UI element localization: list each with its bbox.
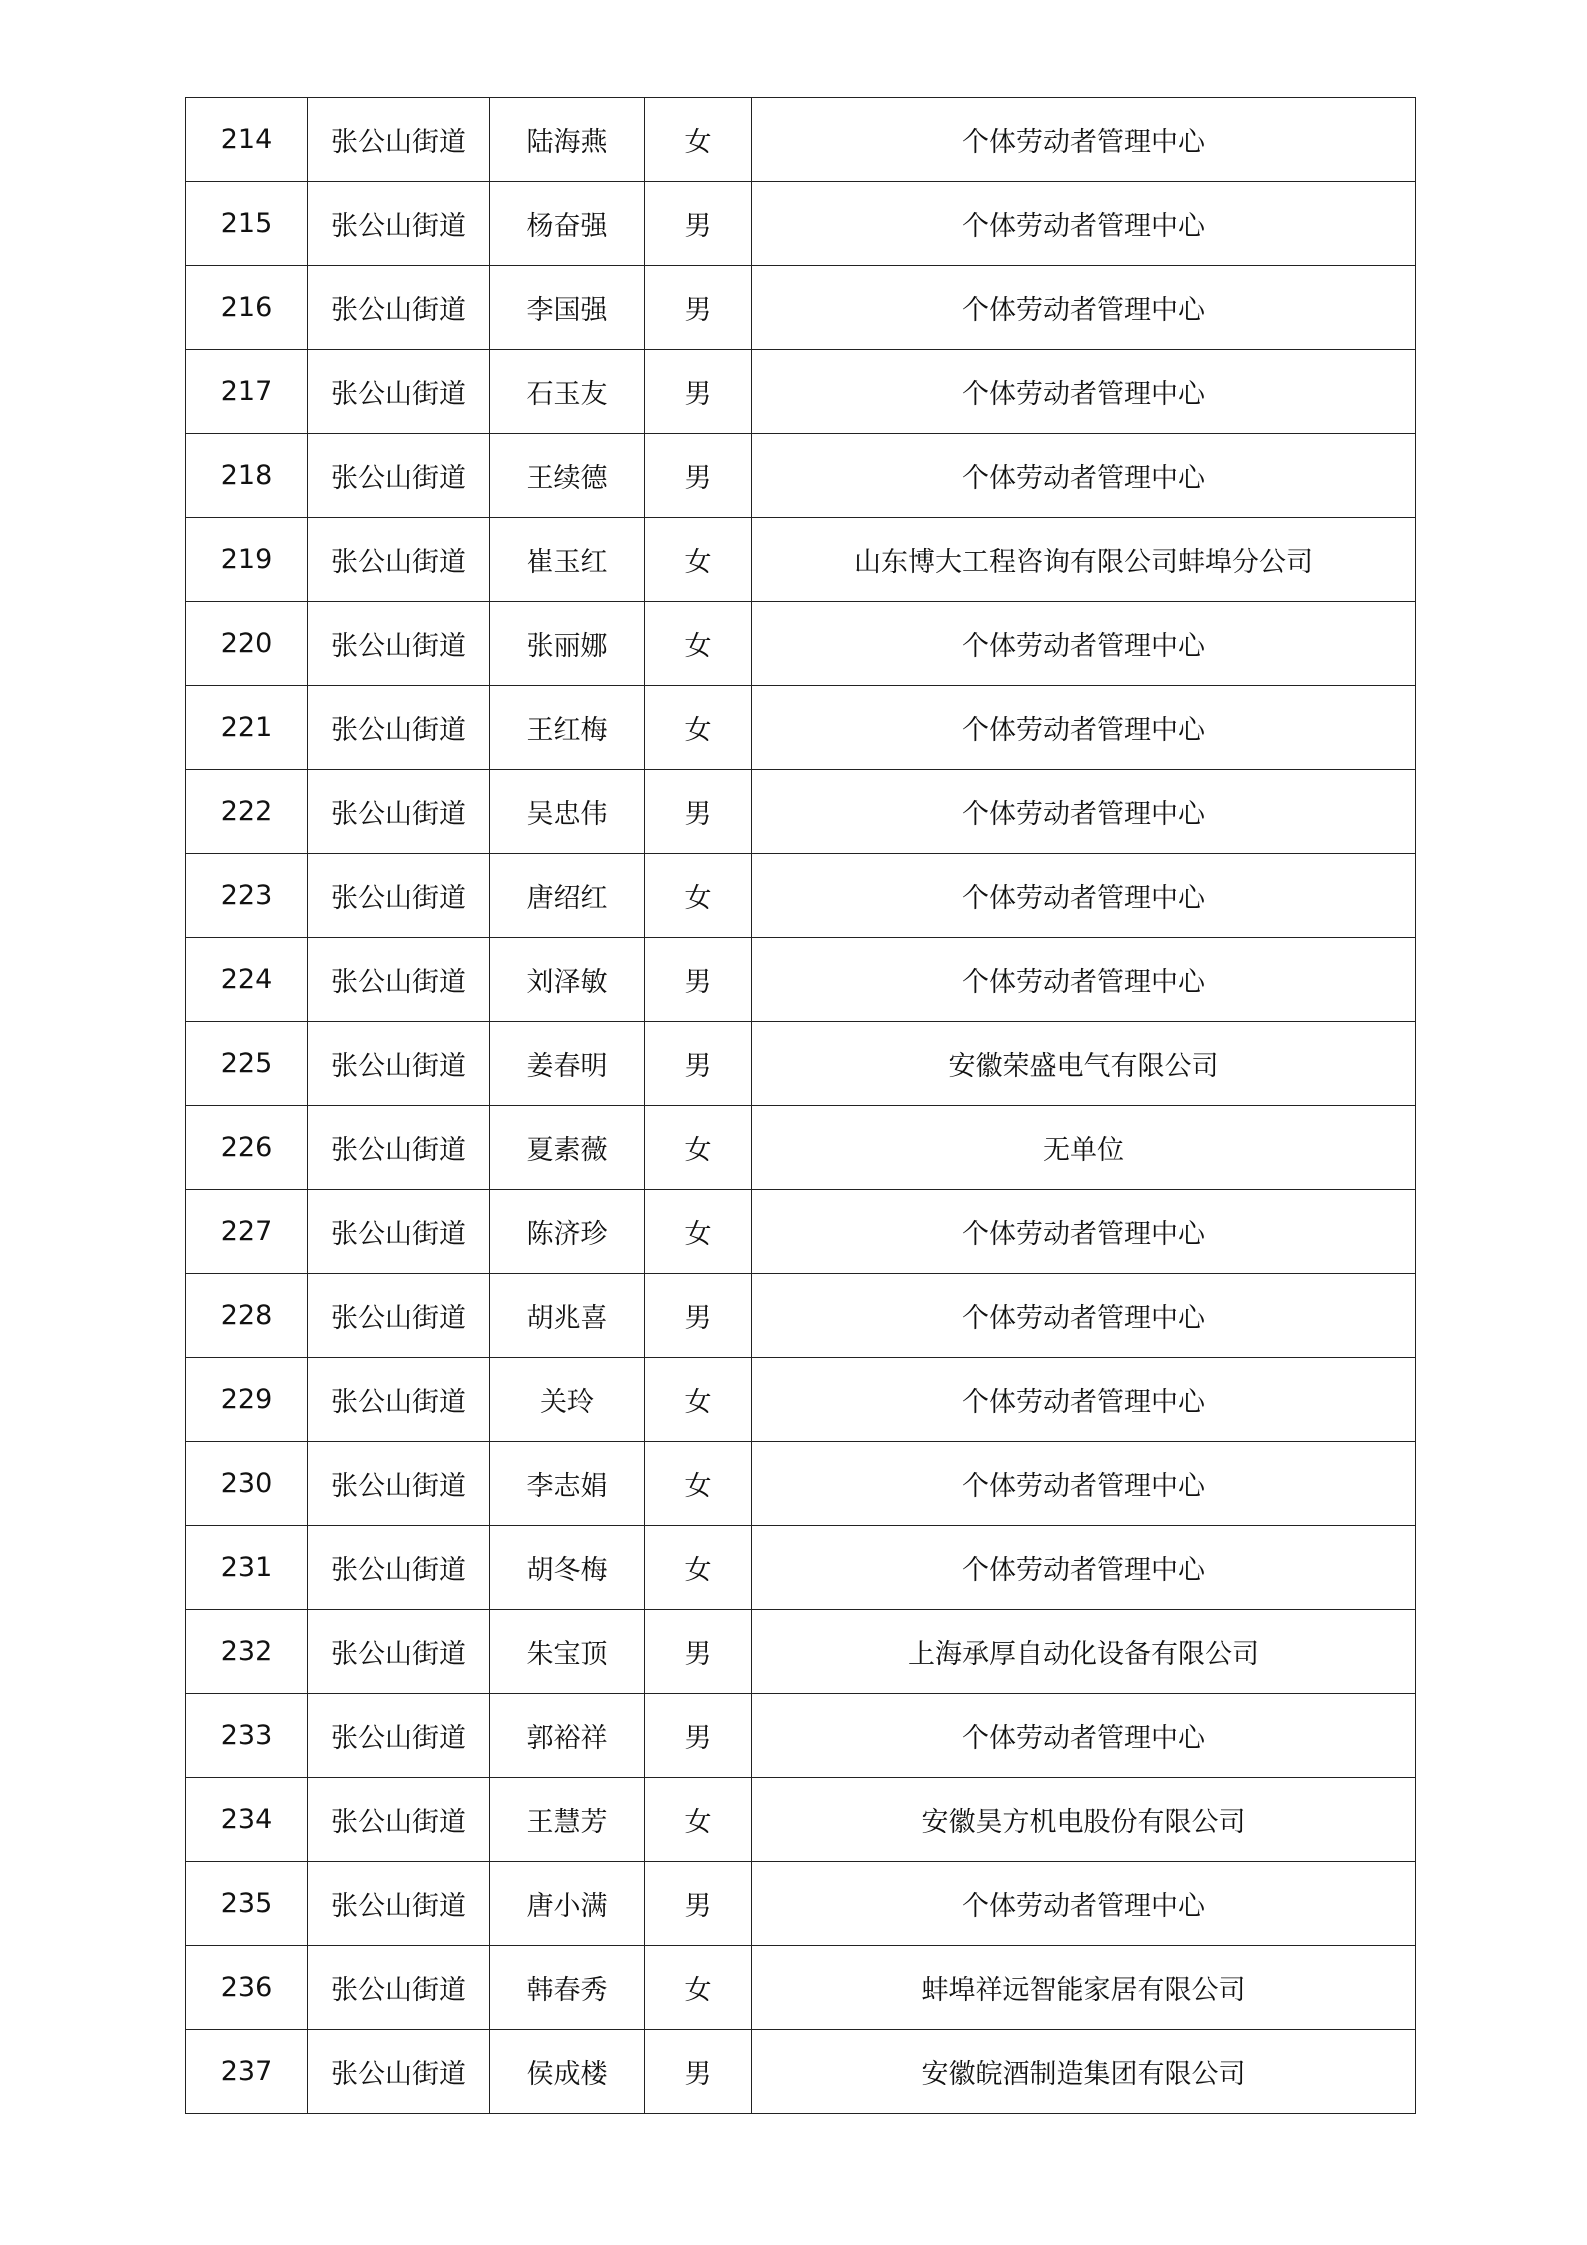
gender-cell: 男 bbox=[645, 1022, 752, 1106]
gender-cell: 女 bbox=[645, 518, 752, 602]
row-number: 218 bbox=[186, 434, 308, 518]
table-row bbox=[186, 1694, 1416, 1778]
street-cell: 张公山街道 bbox=[308, 686, 490, 770]
name-cell: 关玲 bbox=[490, 1358, 645, 1442]
street-cell: 张公山街道 bbox=[308, 1022, 490, 1106]
row-number: 216 bbox=[186, 266, 308, 350]
unit-cell: 个体劳动者管理中心 bbox=[752, 1526, 1416, 1610]
gender-cell: 男 bbox=[645, 2030, 752, 2114]
name-cell: 刘泽敏 bbox=[490, 938, 645, 1022]
street-cell: 张公山街道 bbox=[308, 1526, 490, 1610]
gender-cell: 男 bbox=[645, 1274, 752, 1358]
row-number: 214 bbox=[186, 98, 308, 182]
row-number: 234 bbox=[186, 1778, 308, 1862]
unit-cell: 安徽皖酒制造集团有限公司 bbox=[752, 2030, 1416, 2114]
name-cell: 唐绍红 bbox=[490, 854, 645, 938]
unit-cell: 个体劳动者管理中心 bbox=[752, 770, 1416, 854]
table-row bbox=[186, 518, 1416, 602]
street-cell: 张公山街道 bbox=[308, 518, 490, 602]
unit-cell: 个体劳动者管理中心 bbox=[752, 350, 1416, 434]
gender-cell: 男 bbox=[645, 434, 752, 518]
unit-cell: 个体劳动者管理中心 bbox=[752, 1190, 1416, 1274]
row-number: 235 bbox=[186, 1862, 308, 1946]
name-cell: 姜春明 bbox=[490, 1022, 645, 1106]
unit-cell: 无单位 bbox=[752, 1106, 1416, 1190]
gender-cell: 女 bbox=[645, 1778, 752, 1862]
gender-cell: 男 bbox=[645, 1862, 752, 1946]
table-row bbox=[186, 182, 1416, 266]
street-cell: 张公山街道 bbox=[308, 350, 490, 434]
row-number: 228 bbox=[186, 1274, 308, 1358]
name-cell: 李国强 bbox=[490, 266, 645, 350]
name-cell: 侯成楼 bbox=[490, 2030, 645, 2114]
table-row bbox=[186, 686, 1416, 770]
street-cell: 张公山街道 bbox=[308, 98, 490, 182]
gender-cell: 女 bbox=[645, 1190, 752, 1274]
street-cell: 张公山街道 bbox=[308, 770, 490, 854]
gender-cell: 女 bbox=[645, 1526, 752, 1610]
street-cell: 张公山街道 bbox=[308, 1442, 490, 1526]
table-row bbox=[186, 1274, 1416, 1358]
street-cell: 张公山街道 bbox=[308, 1274, 490, 1358]
unit-cell: 上海承厚自动化设备有限公司 bbox=[752, 1610, 1416, 1694]
gender-cell: 女 bbox=[645, 1106, 752, 1190]
name-cell: 李志娟 bbox=[490, 1442, 645, 1526]
gender-cell: 女 bbox=[645, 1946, 752, 2030]
name-cell: 王红梅 bbox=[490, 686, 645, 770]
table-row bbox=[186, 854, 1416, 938]
name-cell: 胡冬梅 bbox=[490, 1526, 645, 1610]
name-cell: 胡兆喜 bbox=[490, 1274, 645, 1358]
row-number: 219 bbox=[186, 518, 308, 602]
unit-cell: 蚌埠祥远智能家居有限公司 bbox=[752, 1946, 1416, 2030]
table-row bbox=[186, 2030, 1416, 2114]
name-cell: 王续德 bbox=[490, 434, 645, 518]
row-number: 225 bbox=[186, 1022, 308, 1106]
street-cell: 张公山街道 bbox=[308, 938, 490, 1022]
gender-cell: 女 bbox=[645, 1358, 752, 1442]
table-row bbox=[186, 1862, 1416, 1946]
row-number: 232 bbox=[186, 1610, 308, 1694]
street-cell: 张公山街道 bbox=[308, 182, 490, 266]
table-row bbox=[186, 1778, 1416, 1862]
table-row bbox=[186, 434, 1416, 518]
name-cell: 石玉友 bbox=[490, 350, 645, 434]
row-number: 227 bbox=[186, 1190, 308, 1274]
row-number: 231 bbox=[186, 1526, 308, 1610]
name-cell: 郭裕祥 bbox=[490, 1694, 645, 1778]
gender-cell: 女 bbox=[645, 686, 752, 770]
unit-cell: 个体劳动者管理中心 bbox=[752, 602, 1416, 686]
row-number: 233 bbox=[186, 1694, 308, 1778]
unit-cell: 个体劳动者管理中心 bbox=[752, 1862, 1416, 1946]
gender-cell: 女 bbox=[645, 854, 752, 938]
name-cell: 陈济珍 bbox=[490, 1190, 645, 1274]
unit-cell: 个体劳动者管理中心 bbox=[752, 1274, 1416, 1358]
gender-cell: 男 bbox=[645, 1610, 752, 1694]
table-row bbox=[186, 266, 1416, 350]
table-row bbox=[186, 602, 1416, 686]
personnel-table bbox=[185, 97, 1416, 2114]
street-cell: 张公山街道 bbox=[308, 854, 490, 938]
street-cell: 张公山街道 bbox=[308, 1610, 490, 1694]
row-number: 215 bbox=[186, 182, 308, 266]
row-number: 222 bbox=[186, 770, 308, 854]
gender-cell: 男 bbox=[645, 938, 752, 1022]
row-number: 237 bbox=[186, 2030, 308, 2114]
table-row bbox=[186, 1526, 1416, 1610]
table-row bbox=[186, 1610, 1416, 1694]
street-cell: 张公山街道 bbox=[308, 1106, 490, 1190]
street-cell: 张公山街道 bbox=[308, 434, 490, 518]
table-row bbox=[186, 1358, 1416, 1442]
name-cell: 王慧芳 bbox=[490, 1778, 645, 1862]
name-cell: 唐小满 bbox=[490, 1862, 645, 1946]
name-cell: 吴忠伟 bbox=[490, 770, 645, 854]
row-number: 236 bbox=[186, 1946, 308, 2030]
street-cell: 张公山街道 bbox=[308, 602, 490, 686]
table-row bbox=[186, 770, 1416, 854]
street-cell: 张公山街道 bbox=[308, 1946, 490, 2030]
table-row bbox=[186, 98, 1416, 182]
name-cell: 夏素薇 bbox=[490, 1106, 645, 1190]
gender-cell: 女 bbox=[645, 1442, 752, 1526]
name-cell: 朱宝顶 bbox=[490, 1610, 645, 1694]
unit-cell: 个体劳动者管理中心 bbox=[752, 98, 1416, 182]
table-row bbox=[186, 1022, 1416, 1106]
table-row bbox=[186, 938, 1416, 1022]
row-number: 229 bbox=[186, 1358, 308, 1442]
unit-cell: 个体劳动者管理中心 bbox=[752, 686, 1416, 770]
name-cell: 张丽娜 bbox=[490, 602, 645, 686]
row-number: 226 bbox=[186, 1106, 308, 1190]
row-number: 224 bbox=[186, 938, 308, 1022]
street-cell: 张公山街道 bbox=[308, 266, 490, 350]
unit-cell: 个体劳动者管理中心 bbox=[752, 938, 1416, 1022]
row-number: 220 bbox=[186, 602, 308, 686]
gender-cell: 男 bbox=[645, 1694, 752, 1778]
name-cell: 韩春秀 bbox=[490, 1946, 645, 2030]
unit-cell: 安徽昊方机电股份有限公司 bbox=[752, 1778, 1416, 1862]
table-row bbox=[186, 1946, 1416, 2030]
table-row bbox=[186, 350, 1416, 434]
table-row bbox=[186, 1190, 1416, 1274]
unit-cell: 个体劳动者管理中心 bbox=[752, 1694, 1416, 1778]
unit-cell: 个体劳动者管理中心 bbox=[752, 266, 1416, 350]
gender-cell: 男 bbox=[645, 182, 752, 266]
unit-cell: 个体劳动者管理中心 bbox=[752, 1442, 1416, 1526]
table-row bbox=[186, 1442, 1416, 1526]
street-cell: 张公山街道 bbox=[308, 1694, 490, 1778]
unit-cell: 安徽荣盛电气有限公司 bbox=[752, 1022, 1416, 1106]
name-cell: 陆海燕 bbox=[490, 98, 645, 182]
unit-cell: 个体劳动者管理中心 bbox=[752, 434, 1416, 518]
gender-cell: 男 bbox=[645, 266, 752, 350]
row-number: 230 bbox=[186, 1442, 308, 1526]
name-cell: 崔玉红 bbox=[490, 518, 645, 602]
table-row bbox=[186, 1106, 1416, 1190]
street-cell: 张公山街道 bbox=[308, 1778, 490, 1862]
unit-cell: 个体劳动者管理中心 bbox=[752, 182, 1416, 266]
row-number: 217 bbox=[186, 350, 308, 434]
gender-cell: 女 bbox=[645, 602, 752, 686]
gender-cell: 男 bbox=[645, 770, 752, 854]
row-number: 223 bbox=[186, 854, 308, 938]
gender-cell: 男 bbox=[645, 350, 752, 434]
unit-cell: 个体劳动者管理中心 bbox=[752, 1358, 1416, 1442]
gender-cell: 女 bbox=[645, 98, 752, 182]
street-cell: 张公山街道 bbox=[308, 1862, 490, 1946]
unit-cell: 山东博大工程咨询有限公司蚌埠分公司 bbox=[752, 518, 1416, 602]
name-cell: 杨奋强 bbox=[490, 182, 645, 266]
street-cell: 张公山街道 bbox=[308, 1358, 490, 1442]
row-number: 221 bbox=[186, 686, 308, 770]
unit-cell: 个体劳动者管理中心 bbox=[752, 854, 1416, 938]
street-cell: 张公山街道 bbox=[308, 2030, 490, 2114]
street-cell: 张公山街道 bbox=[308, 1190, 490, 1274]
